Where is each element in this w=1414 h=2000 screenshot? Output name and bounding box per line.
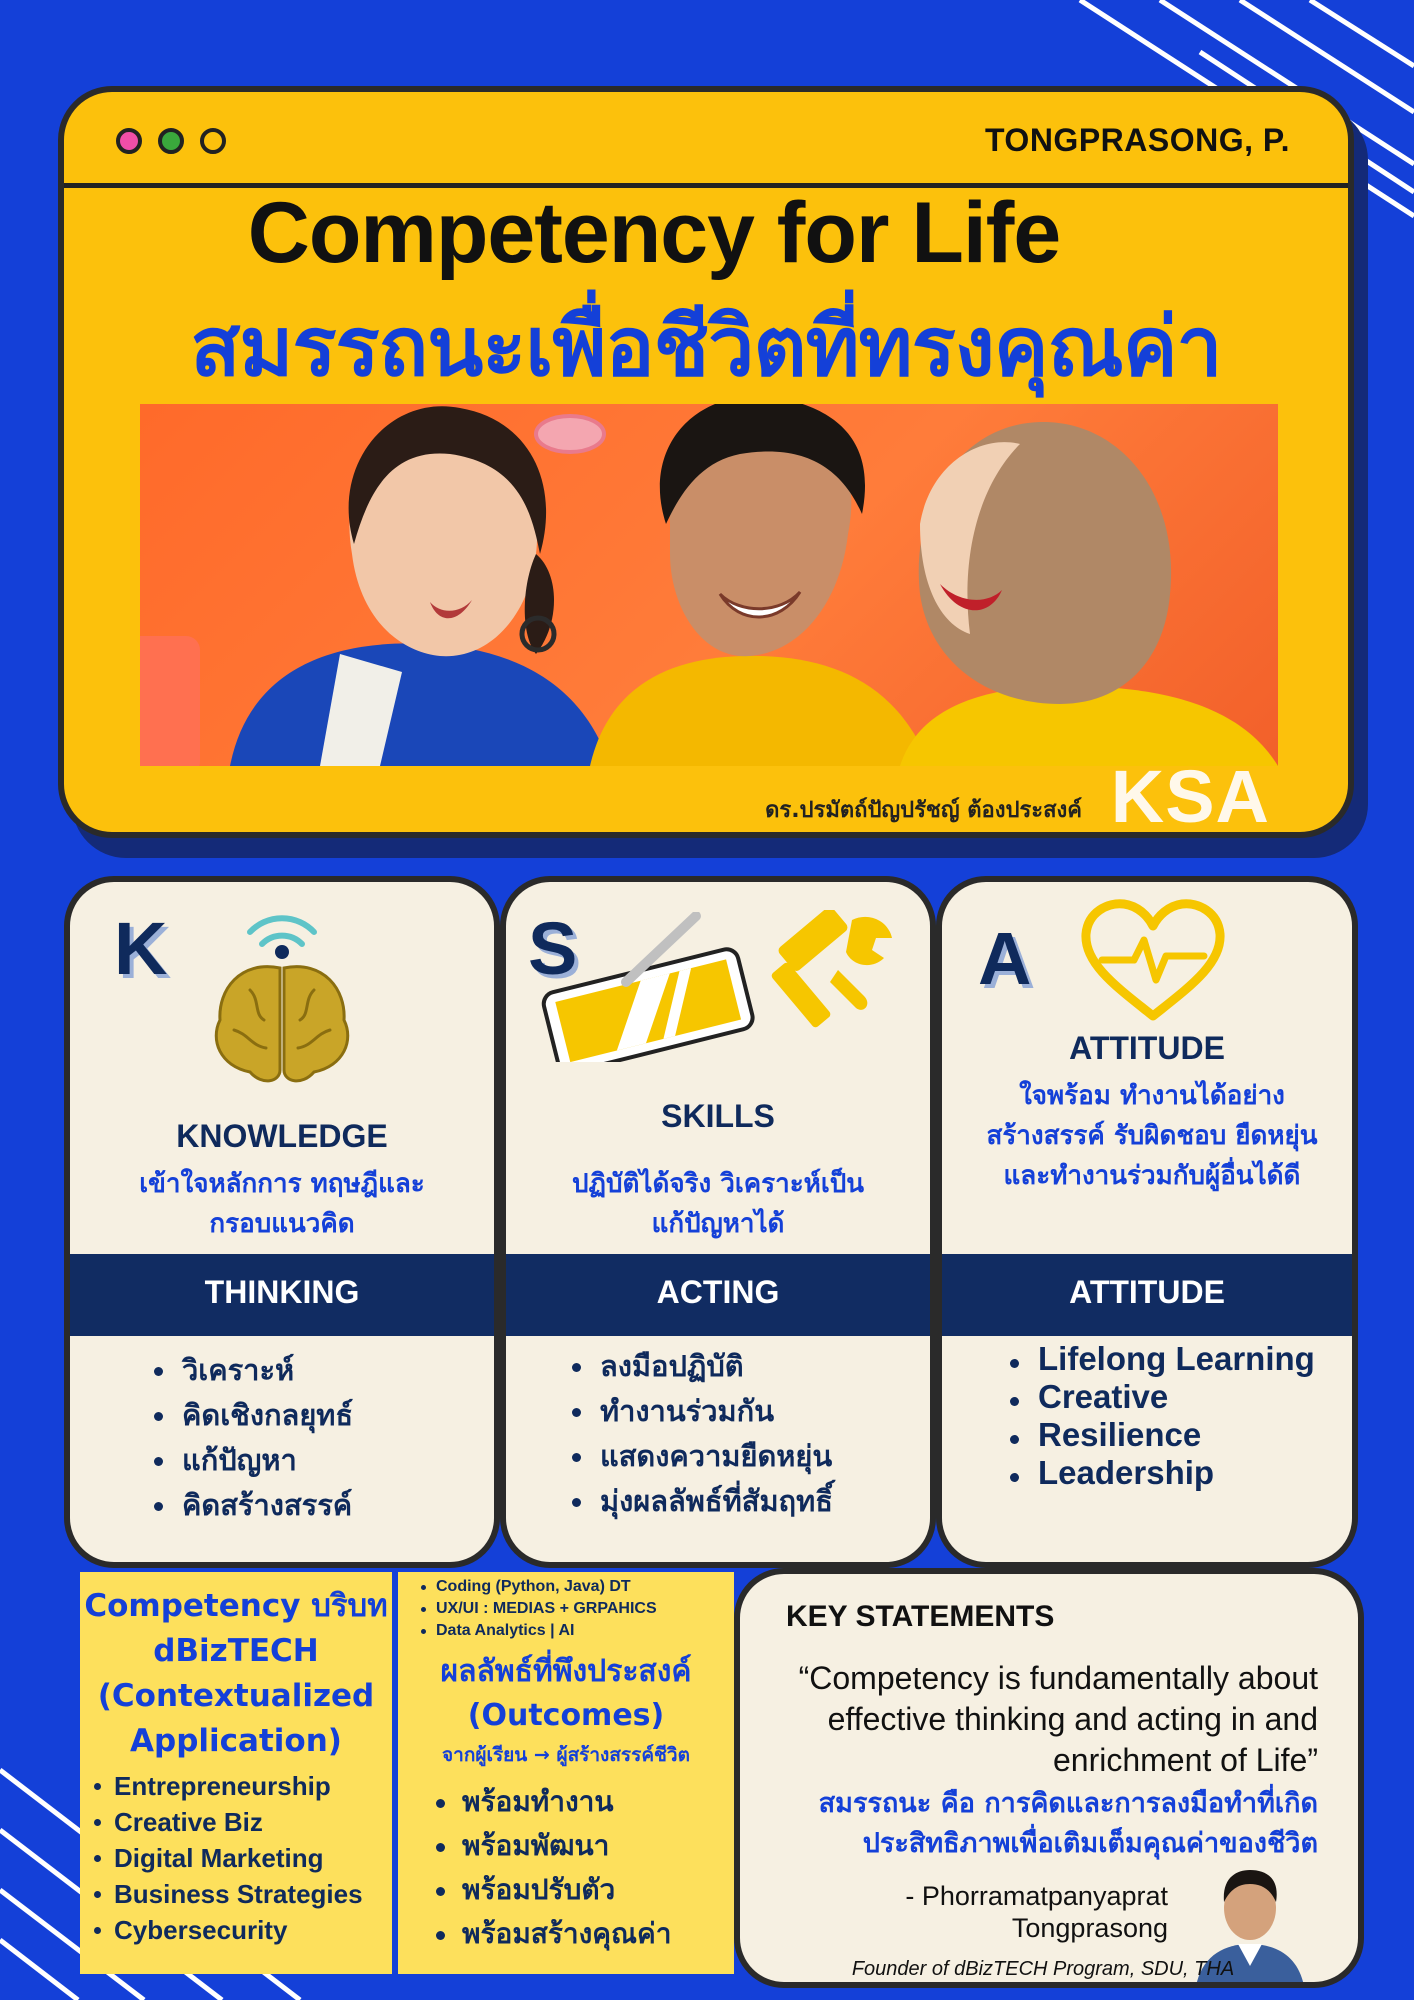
author-tag: TONGPRASONG, P. [984, 122, 1290, 158]
list-item: Coding (Python, Java) DT [418, 1576, 657, 1598]
photo-author-credit: ดร.ปรมัตถ์ปัญปรัชญ์ ต้องประสงค์ [765, 798, 1082, 823]
card-heading-skills: SKILLS [661, 1098, 775, 1134]
ksa-label: KSA [1110, 755, 1270, 838]
list-item: พร้อมปรับตัว [428, 1868, 671, 1912]
card-desc-skills: ปฏิบัติได้จริง วิเคราะห์เป็น แก้ปัญหาได้ [572, 1169, 864, 1239]
hammer-wrench-icon [768, 910, 898, 1030]
card-letter-s: S [528, 907, 578, 990]
list-item: มุ่งผลลัพธ์ที่สัมฤทธิ์ [566, 1479, 833, 1524]
list-item: ลงมือปฏิบัติ [566, 1344, 833, 1389]
list-item: พร้อมสร้างคุณค่า [428, 1912, 671, 1956]
key-quote-thai: สมรรถนะ คือ การคิดและการลงมือทำที่เกิดประสิทธิภาพเพื่อเติมเต็มคุณค่าของชีวิต [818, 1788, 1318, 1859]
list-item: UX/UI : MEDIAS + GRPAHICS [418, 1598, 657, 1620]
list-item: Resilience [1004, 1416, 1315, 1454]
title-english: Competency for Life [247, 185, 1061, 281]
list-item: วิเคราะห์ [148, 1348, 353, 1393]
thinking-list [148, 1348, 353, 1528]
band-acting [506, 1254, 930, 1336]
hero-window [58, 86, 1354, 838]
outcomes-list [428, 1780, 671, 1956]
laptop-shape [140, 636, 200, 766]
heart-pulse-icon [1078, 898, 1228, 1028]
key-statements-card [734, 1568, 1364, 1988]
card-letter-a: A [978, 917, 1032, 1000]
brain-signal-icon [190, 890, 370, 1090]
list-item: Cybersecurity [88, 1912, 363, 1948]
list-item: Creative [1004, 1378, 1315, 1416]
tablet-pen-icon [526, 912, 766, 1062]
card-heading-attitude: ATTITUDE [1069, 1030, 1225, 1066]
list-item: Creative Biz [88, 1804, 363, 1840]
context-list [88, 1768, 363, 1948]
pink-dot-icon [116, 128, 142, 154]
list-item: แก้ปัญหา [148, 1438, 353, 1483]
band-thinking [70, 1254, 494, 1336]
empty-dot-icon [200, 128, 226, 154]
card-desc-knowledge: เข้าใจหลักการ ทฤษฎีและกรอบแนวคิด [139, 1169, 425, 1239]
founder-caption: Founder of dBizTECH Program, SDU, THA [851, 1958, 1235, 1980]
band-label-attitude: ATTITUDE [1069, 1274, 1225, 1310]
list-item: Entrepreneurship [88, 1768, 363, 1804]
skills-card [500, 876, 936, 1568]
attitude-list [1004, 1340, 1315, 1492]
outcomes-panel [398, 1572, 734, 1974]
quote-author-line2: Tongprasong [1011, 1913, 1168, 1943]
key-statements-title: KEY STATEMENTS [786, 1600, 1055, 1633]
band-attitude [942, 1254, 1352, 1336]
green-dot-icon [158, 128, 184, 154]
band-label-acting: ACTING [656, 1274, 780, 1310]
list-item: Data Analytics | AI [418, 1620, 657, 1642]
list-item: Leadership [1004, 1454, 1315, 1492]
band-label-thinking: THINKING [204, 1274, 360, 1310]
people-illustration [140, 404, 1278, 766]
card-letter-k: K [114, 907, 168, 990]
list-item: พร้อมทำงาน [428, 1780, 671, 1824]
list-item: Digital Marketing [88, 1840, 363, 1876]
list-item: Lifelong Learning [1004, 1340, 1315, 1378]
quote-author [905, 1880, 1168, 1944]
hero-photo [140, 404, 1278, 766]
outcomes-title: ผลลัพธ์ที่พึงประสงค์ (Outcomes) [440, 1654, 692, 1733]
list-item: ทำงานร่วมกัน [566, 1389, 833, 1434]
attitude-card [936, 876, 1358, 1568]
context-title: Competency บริบท dBizTECH (Contextualized Application) [84, 1588, 388, 1759]
card-desc-attitude: ใจพร้อม ทำงานได้อย่างสร้างสรรค์ รับผิดชอบ ยืดหยุ่น และทำงานร่วมกับผู้อื่นได้ดี [986, 1081, 1318, 1191]
knowledge-card [64, 876, 500, 1568]
window-title-bar [64, 92, 1348, 188]
list-item: แสดงความยืดหยุ่น [566, 1434, 833, 1479]
list-item: พร้อมพัฒนา [428, 1824, 671, 1868]
key-quote-english: “Competency is fundamentally about effective thinking and acting in and enrichment of Life” [798, 1660, 1318, 1778]
list-item: Business Strategies [88, 1876, 363, 1912]
title-thai: สมรรถนะเพื่อชีวิตที่ทรงคุณค่า [190, 300, 1222, 395]
outcomes-subtitle: จากผู้เรียน → ผู้สร้างสรรค์ชีวิต [442, 1744, 690, 1766]
list-item: คิดเชิงกลยุทธ์ [148, 1393, 353, 1438]
card-heading-knowledge: KNOWLEDGE [176, 1118, 388, 1154]
context-panel [80, 1572, 392, 1974]
acting-list [566, 1344, 833, 1524]
list-item: คิดสร้างสรรค์ [148, 1483, 353, 1528]
tech-list [418, 1576, 657, 1642]
quote-author-line1: - Phorramatpanyaprat [905, 1881, 1168, 1911]
